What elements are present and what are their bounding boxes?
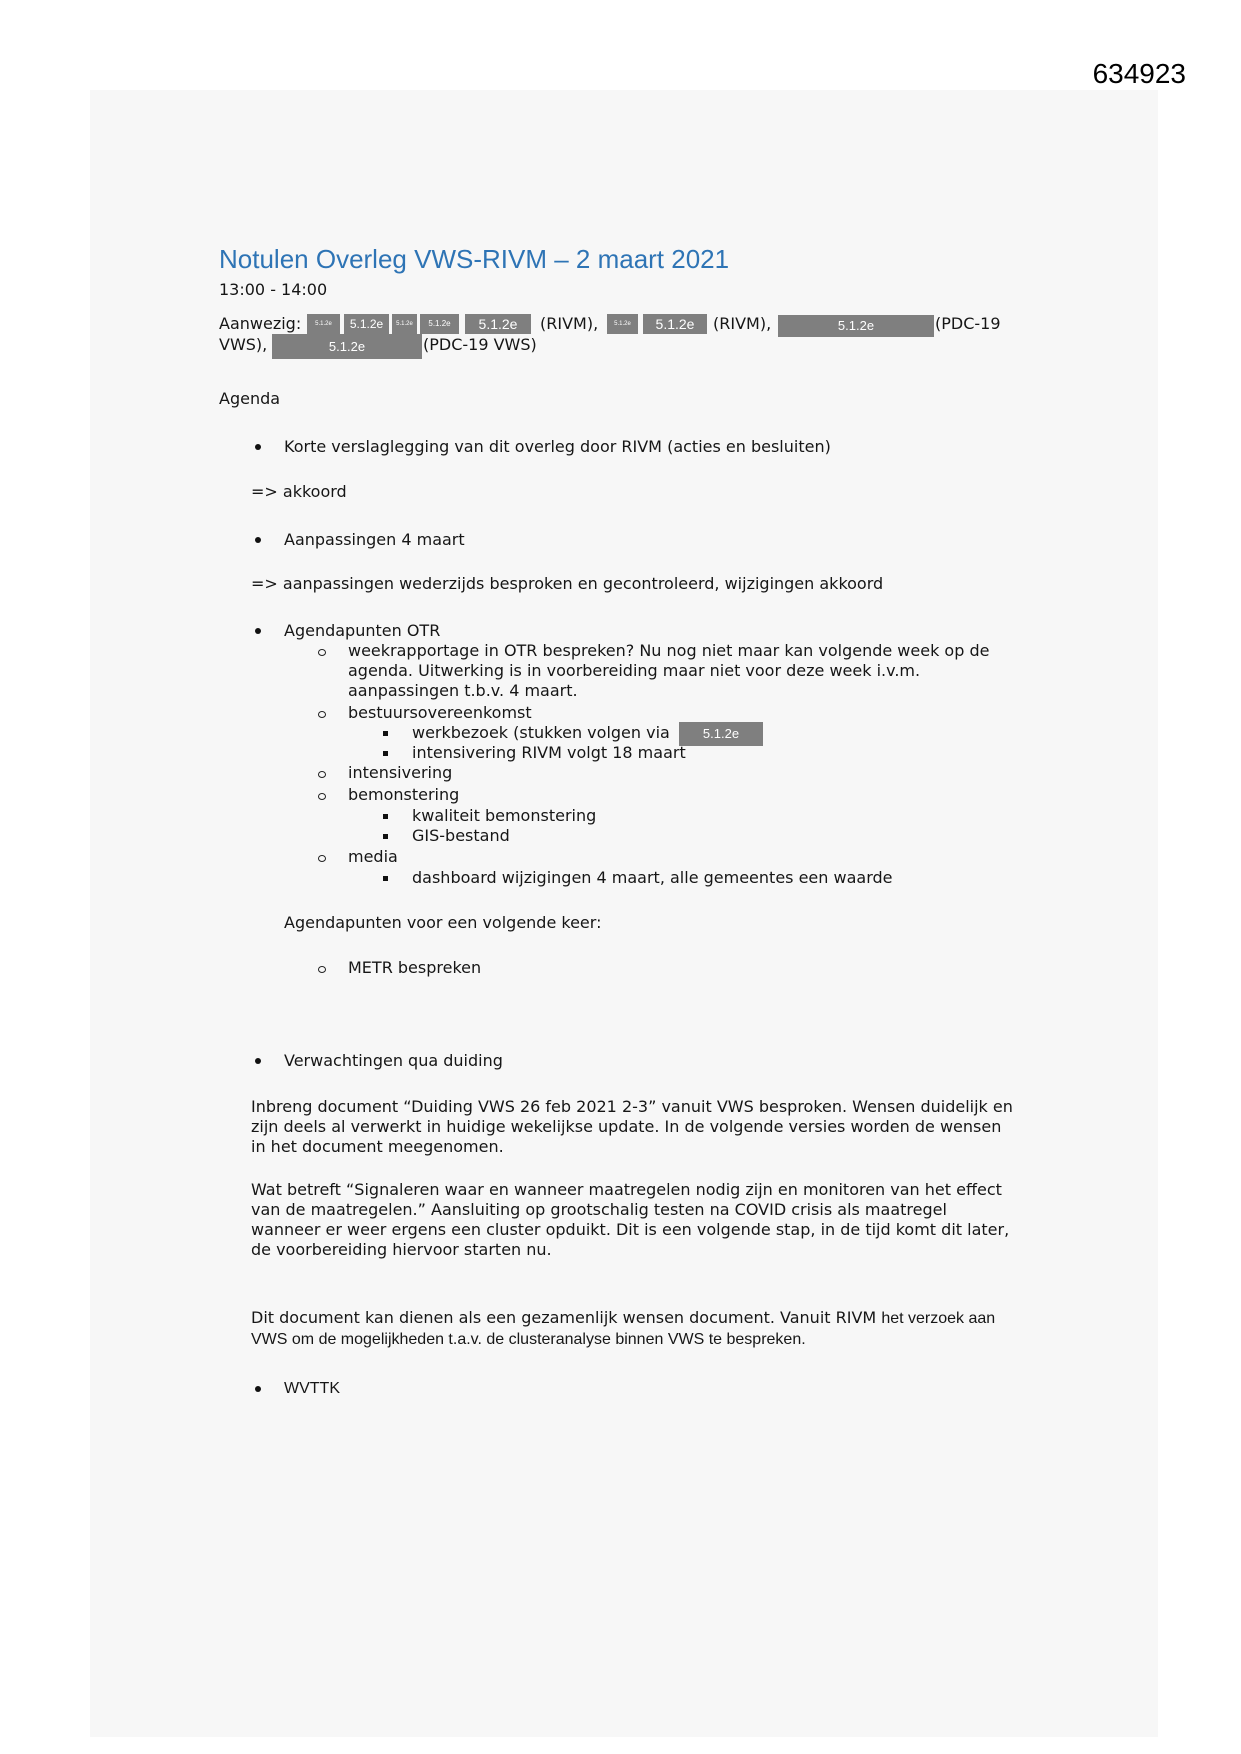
sub-sub-item-text: intensivering RIVM volgt 18 maart [412, 743, 686, 762]
paragraph-line: van de maatregelen.” Aansluiting op grootschalig testen na COVID crisis als maatregel [251, 1200, 947, 1219]
redaction-box: 5.1.2e [465, 314, 531, 334]
agenda-heading: Agenda [219, 389, 281, 408]
agenda-item-outcome: => aanpassingen wederzijds besproken en gecontroleerd, wijzigingen akkoord [251, 574, 884, 593]
paragraph-line: VWS om de mogelijkheden t.a.v. de clusteranalyse binnen VWS te bespreken. [251, 1331, 806, 1348]
sub-item-line: METR bespreken [348, 958, 482, 977]
sub-item-line: weekrapportage in OTR bespreken? Nu nog niet maar kan volgende week op de [348, 641, 990, 660]
agenda-item-text: Verwachtingen qua duiding [284, 1051, 503, 1070]
sub-bullet-icon [318, 793, 326, 800]
square-bullet-icon [383, 814, 388, 819]
agenda-item-text: Aanpassingen 4 maart [284, 530, 465, 549]
document-number: 634923 [1092, 58, 1186, 89]
redaction-box: 5.1.2e [607, 314, 638, 334]
sub-item-line: intensivering [348, 763, 453, 782]
paragraph-line: Inbreng document “Duiding VWS 26 feb 2021 2-3” vanuit VWS besproken. Wensen duidelijk en [251, 1097, 1013, 1116]
attendee-organization: (RIVM), [540, 314, 599, 333]
square-bullet-icon [383, 876, 388, 881]
sub-item-line: media [348, 847, 398, 866]
attendee-organization: (RIVM), [713, 314, 772, 333]
paragraph-text: het verzoek aan [881, 1310, 996, 1327]
square-bullet-icon [383, 834, 388, 839]
sub-bullet-icon [318, 649, 326, 656]
sub-bullet-icon [318, 711, 326, 718]
attendees-label: Aanwezig: [219, 314, 302, 333]
redaction-box: 5.1.2e [307, 314, 340, 334]
bullet-icon [255, 537, 261, 543]
redaction-box: 5.1.2e [392, 314, 417, 334]
sub-item-line: agenda. Uitwerking is in voorbereiding maar niet voor deze week i.v.m. [348, 661, 921, 680]
paragraph-line: wanneer er weer ergens een cluster opduikt. Dit is een volgende stap, in de tijd komt dit later, [251, 1220, 1010, 1239]
paragraph-line: in het document meegenomen. [251, 1137, 504, 1156]
agenda-item-text: WVTTK [284, 1380, 340, 1397]
next-meeting-heading: Agendapunten voor een volgende keer: [284, 913, 602, 932]
sub-item-line: bemonstering [348, 785, 460, 804]
paragraph-text: Dit document kan dienen als een gezamenlijk wensen document. Vanuit RIVM [251, 1308, 877, 1327]
attendee-organization: (PDC-19 VWS) [423, 335, 537, 354]
agenda-item-text: Agendapunten OTR [284, 621, 441, 640]
sub-sub-item-text: kwaliteit bemonstering [412, 806, 597, 825]
sub-bullet-icon [318, 771, 326, 778]
page-title: Notulen Overleg VWS-RIVM – 2 maart 2021 [219, 244, 730, 274]
bullet-icon [255, 628, 261, 634]
agenda-item-outcome: => akkoord [251, 482, 347, 501]
attendee-organization: VWS), [219, 335, 268, 354]
sub-item-line: aanpassingen t.b.v. 4 maart. [348, 681, 578, 700]
bullet-icon [255, 1058, 261, 1064]
sub-bullet-icon [318, 966, 326, 973]
paragraph-line: zijn deels al verwerkt in huidige wekelijkse update. In de volgende versies worden de wensen [251, 1117, 1002, 1136]
meeting-time: 13:00 - 14:00 [219, 280, 328, 299]
square-bullet-icon [383, 731, 388, 736]
sub-bullet-icon [318, 855, 326, 862]
redaction-box: 5.1.2e [778, 315, 934, 337]
redaction-box: 5.1.2e [420, 314, 459, 334]
square-bullet-icon [383, 751, 388, 756]
attendee-organization: (PDC-19 [935, 314, 1001, 333]
sub-sub-item-text: GIS-bestand [412, 826, 510, 845]
sub-item-line: bestuursovereenkomst [348, 703, 532, 722]
bullet-icon [255, 1386, 261, 1392]
redaction-box: 5.1.2e [643, 314, 707, 334]
paragraph-line: de voorbereiding hiervoor starten nu. [251, 1240, 552, 1259]
paragraph-line [251, 1308, 995, 1329]
redaction-box: 5.1.2e [272, 334, 422, 359]
sub-sub-item-text: dashboard wijzigingen 4 maart, alle gemeentes een waarde [412, 868, 893, 887]
bullet-icon [255, 444, 261, 450]
paragraph-line: Wat betreft “Signaleren waar en wanneer maatregelen nodig zijn en monitoren van het effect [251, 1180, 1002, 1199]
redaction-box: 5.1.2e [344, 314, 389, 334]
redaction-box: 5.1.2e [679, 722, 763, 746]
sub-sub-item-text: werkbezoek (stukken volgen via [412, 723, 670, 742]
agenda-item-text: Korte verslaglegging van dit overleg door RIVM (acties en besluiten) [284, 437, 831, 456]
